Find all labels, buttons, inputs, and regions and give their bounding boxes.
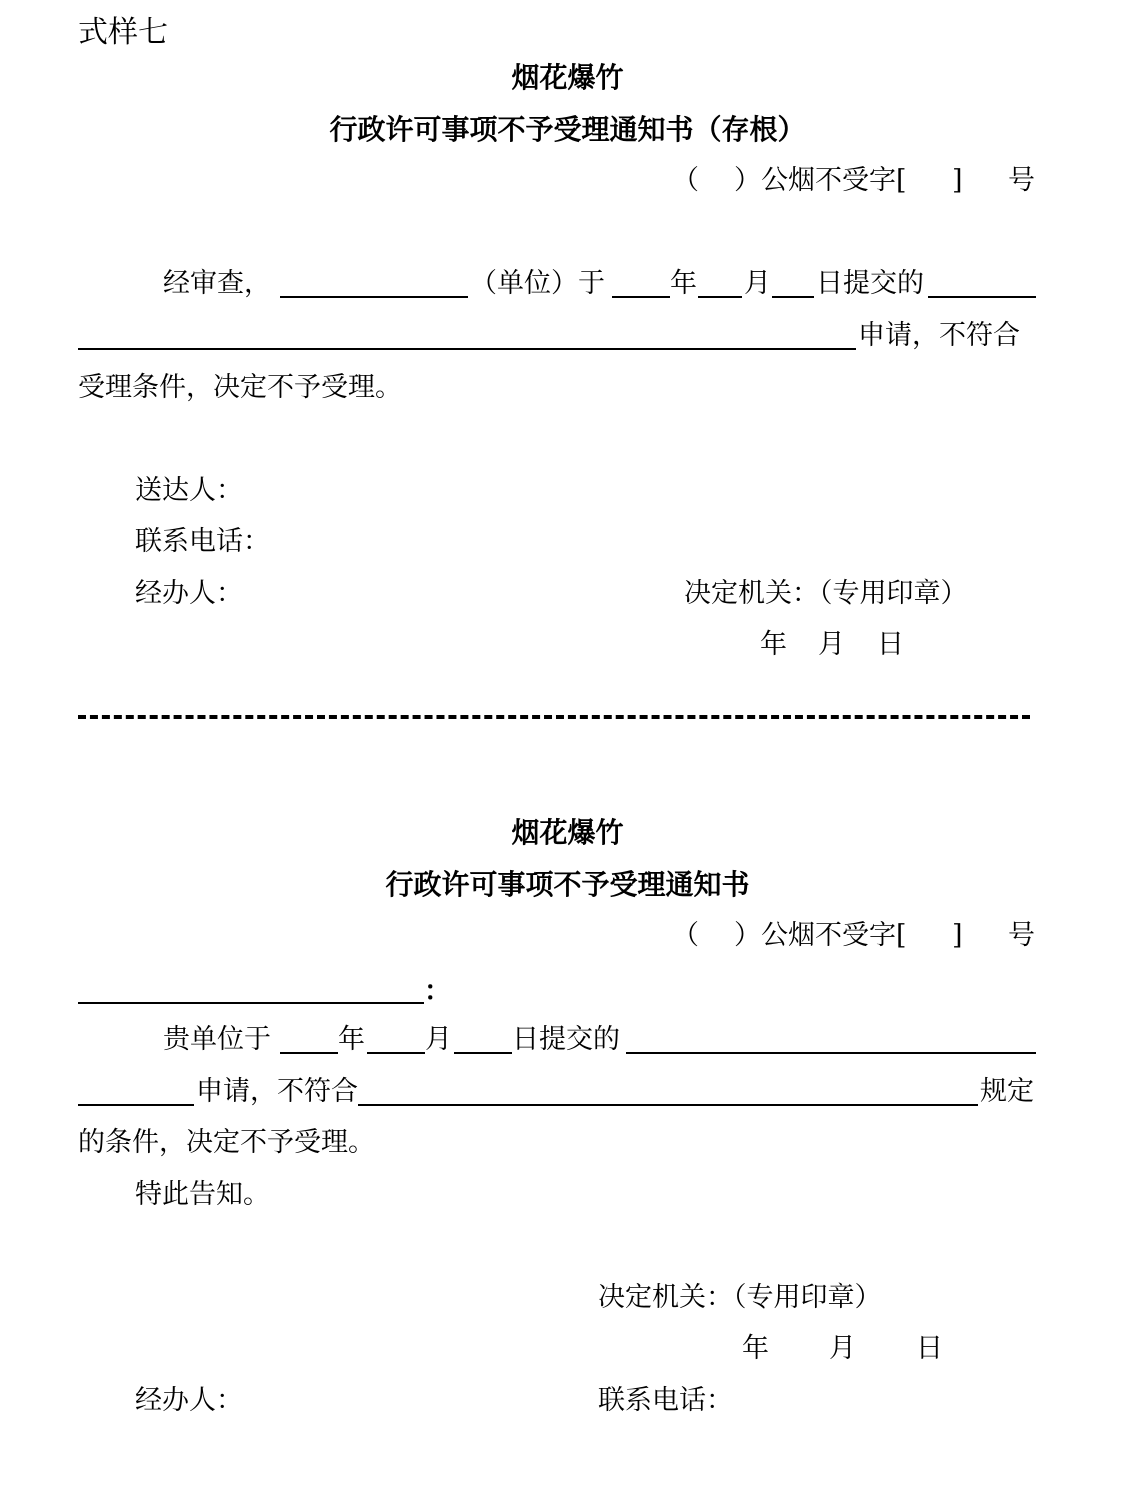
- blank-year[interactable]: [280, 1052, 338, 1054]
- stub-jueding-jiguan: 决定机关：（专用印章）: [684, 578, 968, 609]
- notice-date-nian: 年: [742, 1333, 769, 1364]
- blank-application-item-cont[interactable]: [78, 348, 856, 350]
- blank-day[interactable]: [454, 1052, 512, 1054]
- addressee-colon: ：: [424, 976, 451, 1007]
- blank-day[interactable]: [772, 296, 814, 298]
- blank-application-item[interactable]: [626, 1052, 1036, 1054]
- stub-date-nian: 年: [760, 629, 787, 660]
- notice-jueding-jiguan: 决定机关：（专用印章）: [598, 1282, 882, 1313]
- notice-shenqing-bufuhe: 申请，不符合: [196, 1076, 358, 1107]
- notice-yue: 月: [425, 1024, 452, 1055]
- style-label: 式样七: [78, 15, 168, 50]
- notice-line3: 的条件，决定不予受理。: [78, 1127, 375, 1158]
- stub-songdaren: 送达人：: [135, 475, 243, 506]
- doc-no-paren-open: （: [672, 920, 699, 951]
- stub-nian: 年: [670, 268, 697, 299]
- blank-unit-name[interactable]: [280, 296, 468, 298]
- notice-guiding: 规定: [980, 1076, 1034, 1107]
- stub-title-1: 烟花爆竹: [511, 61, 624, 94]
- stub-jingshencha: 经审查，: [163, 268, 271, 299]
- doc-no-prefix: ）公烟不受字[: [734, 920, 907, 951]
- doc-no-hao: 号: [1008, 920, 1035, 951]
- blank-month[interactable]: [367, 1052, 425, 1054]
- doc-no-paren-open: （: [672, 165, 699, 196]
- notice-jingbanren: 经办人：: [135, 1385, 243, 1416]
- stub-danwei-yu: （单位）于: [470, 268, 605, 299]
- doc-no-prefix: ）公烟不受字[: [734, 165, 907, 196]
- blank-month[interactable]: [698, 296, 742, 298]
- blank-application-item-cont[interactable]: [78, 1104, 194, 1106]
- stub-yue: 月: [744, 268, 771, 299]
- doc-no-bracket-close: ]: [952, 165, 963, 196]
- doc-no-hao: 号: [1008, 165, 1035, 196]
- stub-shenqing: 申请，不符合: [858, 320, 1020, 351]
- notice-ri-tijiao: 日提交的: [512, 1024, 620, 1055]
- blank-application-item[interactable]: [928, 296, 1036, 298]
- notice-tecigaozhi: 特此告知。: [135, 1179, 270, 1210]
- blank-addressee[interactable]: [78, 1002, 424, 1004]
- stub-ri-tijiao: 日提交的: [816, 268, 924, 299]
- stub-date-ri: 日: [877, 629, 904, 660]
- notice-date-yue: 月: [829, 1333, 856, 1364]
- stub-jingbanren: 经办人：: [135, 578, 243, 609]
- stub-title-2: 行政许可事项不予受理通知书（存根）: [329, 113, 806, 146]
- blank-regulation[interactable]: [358, 1104, 978, 1106]
- notice-lianxidianhua: 联系电话：: [598, 1385, 733, 1416]
- notice-gui-danwei-yu: 贵单位于: [163, 1024, 271, 1055]
- stub-line3: 受理条件，决定不予受理。: [78, 372, 402, 403]
- notice-title-1: 烟花爆竹: [511, 816, 624, 849]
- notice-nian: 年: [338, 1024, 365, 1055]
- stub-date-yue: 月: [818, 629, 845, 660]
- notice-title-2: 行政许可事项不予受理通知书: [385, 868, 750, 901]
- cut-line-divider: [78, 715, 1030, 719]
- stub-lianxidianhua: 联系电话：: [135, 526, 270, 557]
- notice-date-ri: 日: [916, 1333, 943, 1364]
- blank-year[interactable]: [612, 296, 670, 298]
- doc-no-bracket-close: ]: [952, 920, 963, 951]
